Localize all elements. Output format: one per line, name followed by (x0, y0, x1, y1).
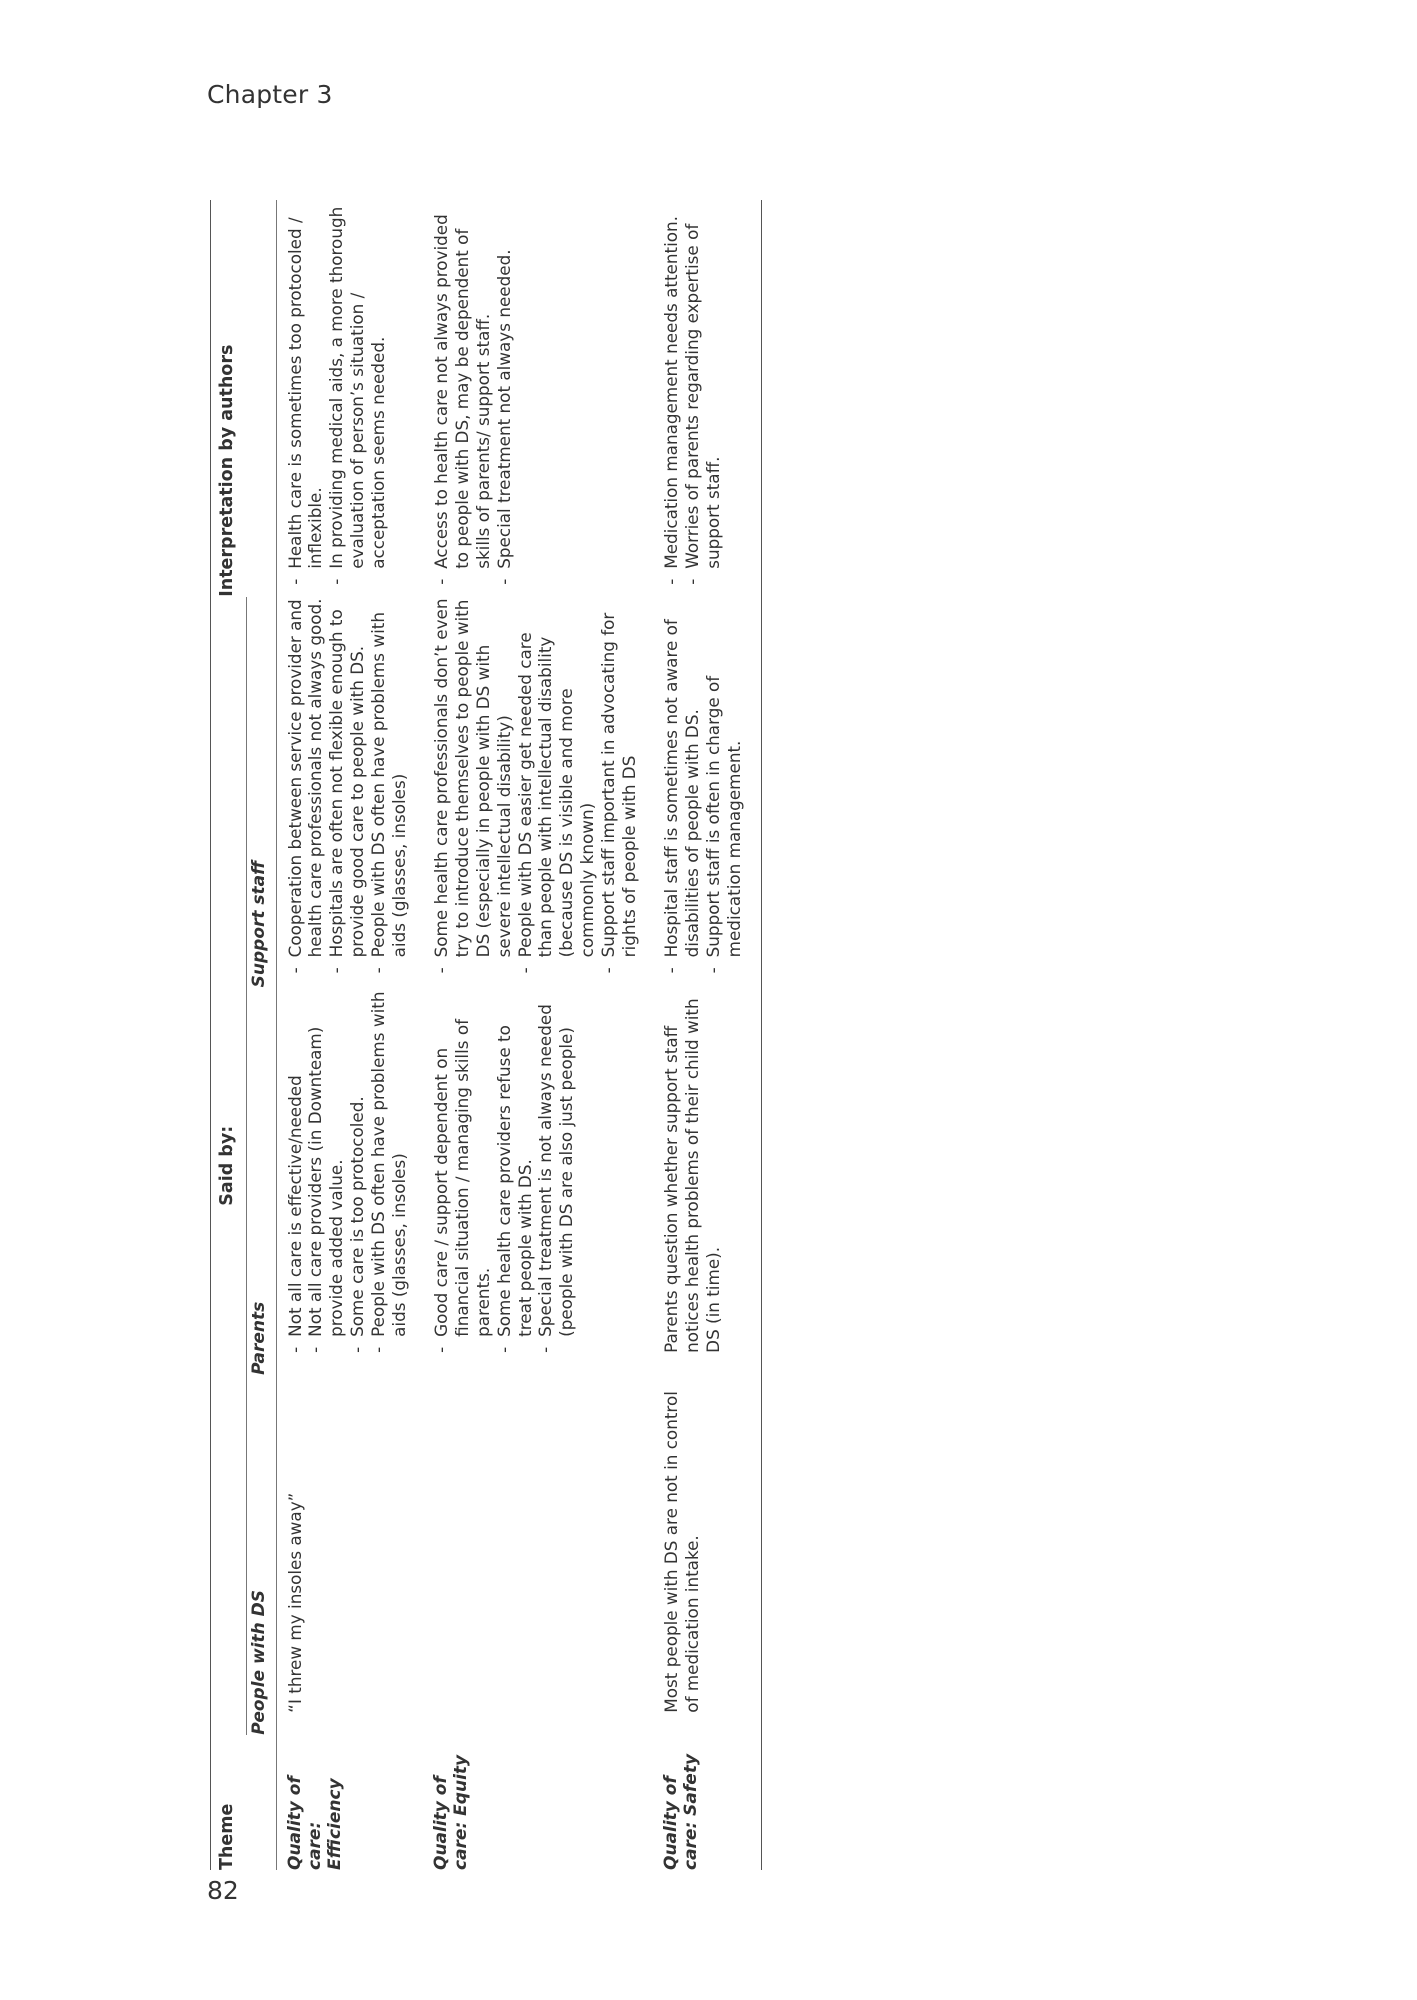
header-row-primary (211, 200, 247, 1870)
header-interpretation-spacer (246, 200, 276, 597)
list-item: - Hospital staff is sometimes not aware of disabilities of people with DS. (661, 597, 703, 974)
header-people-with-ds: People with DS (246, 1375, 276, 1735)
table-row (653, 200, 761, 1870)
list-item: - Access to health care not always provided to people with DS, may be dependent of skills of parents/ support staff. (431, 200, 493, 585)
theme-cell: Quality of care: Safety (653, 1735, 761, 1870)
list-item: - People with DS often have problems with aids (glasses, insoles) (368, 987, 410, 1353)
people-with-ds-cell: Most people with DS are not in control of medication intake. (653, 1375, 761, 1735)
header-interpretation: Interpretation by authors (217, 344, 237, 597)
header-support-staff: Support staff (246, 597, 276, 988)
interpretation-list (661, 200, 723, 585)
parents-cell: Parents question whether support staff notices health problems of their child with DS (in time). (653, 987, 761, 1375)
list-item: - Good care / support dependent on financial situation / managing skills of parents. (431, 987, 493, 1353)
interpretation-cell (276, 200, 423, 597)
list-item: - Medication management needs attention. (661, 200, 682, 585)
support-staff-cell (653, 597, 761, 988)
rotated-table-container (210, 200, 955, 1870)
support-staff-cell (276, 597, 423, 988)
page-number: 82 (207, 1876, 239, 1905)
list-item: - People with DS easier get needed care than people with intellectual disability (because DS is visible and more commonly known) (515, 597, 598, 974)
list-item: - Special treatment not always needed. (494, 200, 515, 585)
support-staff-list (285, 597, 410, 974)
support-staff-list (431, 597, 639, 974)
list-item: - Some health care professionals don’t even try to introduce themselves to people with DS (especially in people with DS with severe intellectual disability) (431, 597, 514, 974)
list-item: - Health care is sometimes too protocoled / inflexible. (285, 200, 327, 585)
list-item: - Some health care providers refuse to treat people with DS. (494, 987, 536, 1353)
interpretation-cell (423, 200, 653, 597)
interpretation-list (285, 200, 389, 585)
header-said-by: Said by: (217, 1125, 237, 1206)
parents-list (285, 987, 410, 1353)
header-theme-spacer (246, 1735, 276, 1870)
list-item: - Cooperation between service provider and health care professionals not always good. (285, 597, 327, 974)
list-item: - Some care is too protocoled. (347, 987, 368, 1353)
header-parents: Parents (246, 987, 276, 1375)
themes-table (210, 200, 762, 1870)
list-item: - Not all care providers (in Downteam) provide added value. (305, 987, 347, 1353)
header-theme: Theme (217, 1803, 237, 1870)
table-row (423, 200, 653, 1870)
list-item: - People with DS often have problems with aids (glasses, insoles) (368, 597, 410, 974)
list-item: - Hospitals are often not flexible enough to provide good care to people with DS. (326, 597, 368, 974)
list-item: - In providing medical aids, a more thorough evaluation of person’s situation / acceptation seems needed. (326, 200, 388, 585)
parents-cell (423, 987, 653, 1375)
theme-cell: Quality of care: Efficiency (284, 1776, 345, 1870)
list-item: - Worries of parents regarding expertise of support staff. (682, 200, 724, 585)
theme-cell: Quality of care: Equity (431, 1754, 472, 1870)
support-staff-list (661, 597, 744, 974)
parents-cell (276, 987, 423, 1375)
table-row (276, 200, 423, 1870)
people-with-ds-cell: “I threw my insoles away” (284, 1492, 305, 1713)
list-item: - Support staff important in advocating for rights of people with DS (598, 597, 640, 974)
people-with-ds-cell (423, 1375, 653, 1735)
list-item: - Not all care is effective/needed (285, 987, 306, 1353)
list-item: - Special treatment is not always needed (people with DS are also just people) (535, 987, 577, 1353)
running-head: Chapter 3 (207, 80, 333, 109)
interpretation-cell (653, 200, 761, 597)
interpretation-list (431, 200, 514, 585)
parents-list (431, 987, 577, 1353)
list-item: - Support staff is often in charge of medication management. (703, 597, 745, 974)
header-row-secondary (246, 200, 276, 1870)
support-staff-cell (423, 597, 653, 988)
